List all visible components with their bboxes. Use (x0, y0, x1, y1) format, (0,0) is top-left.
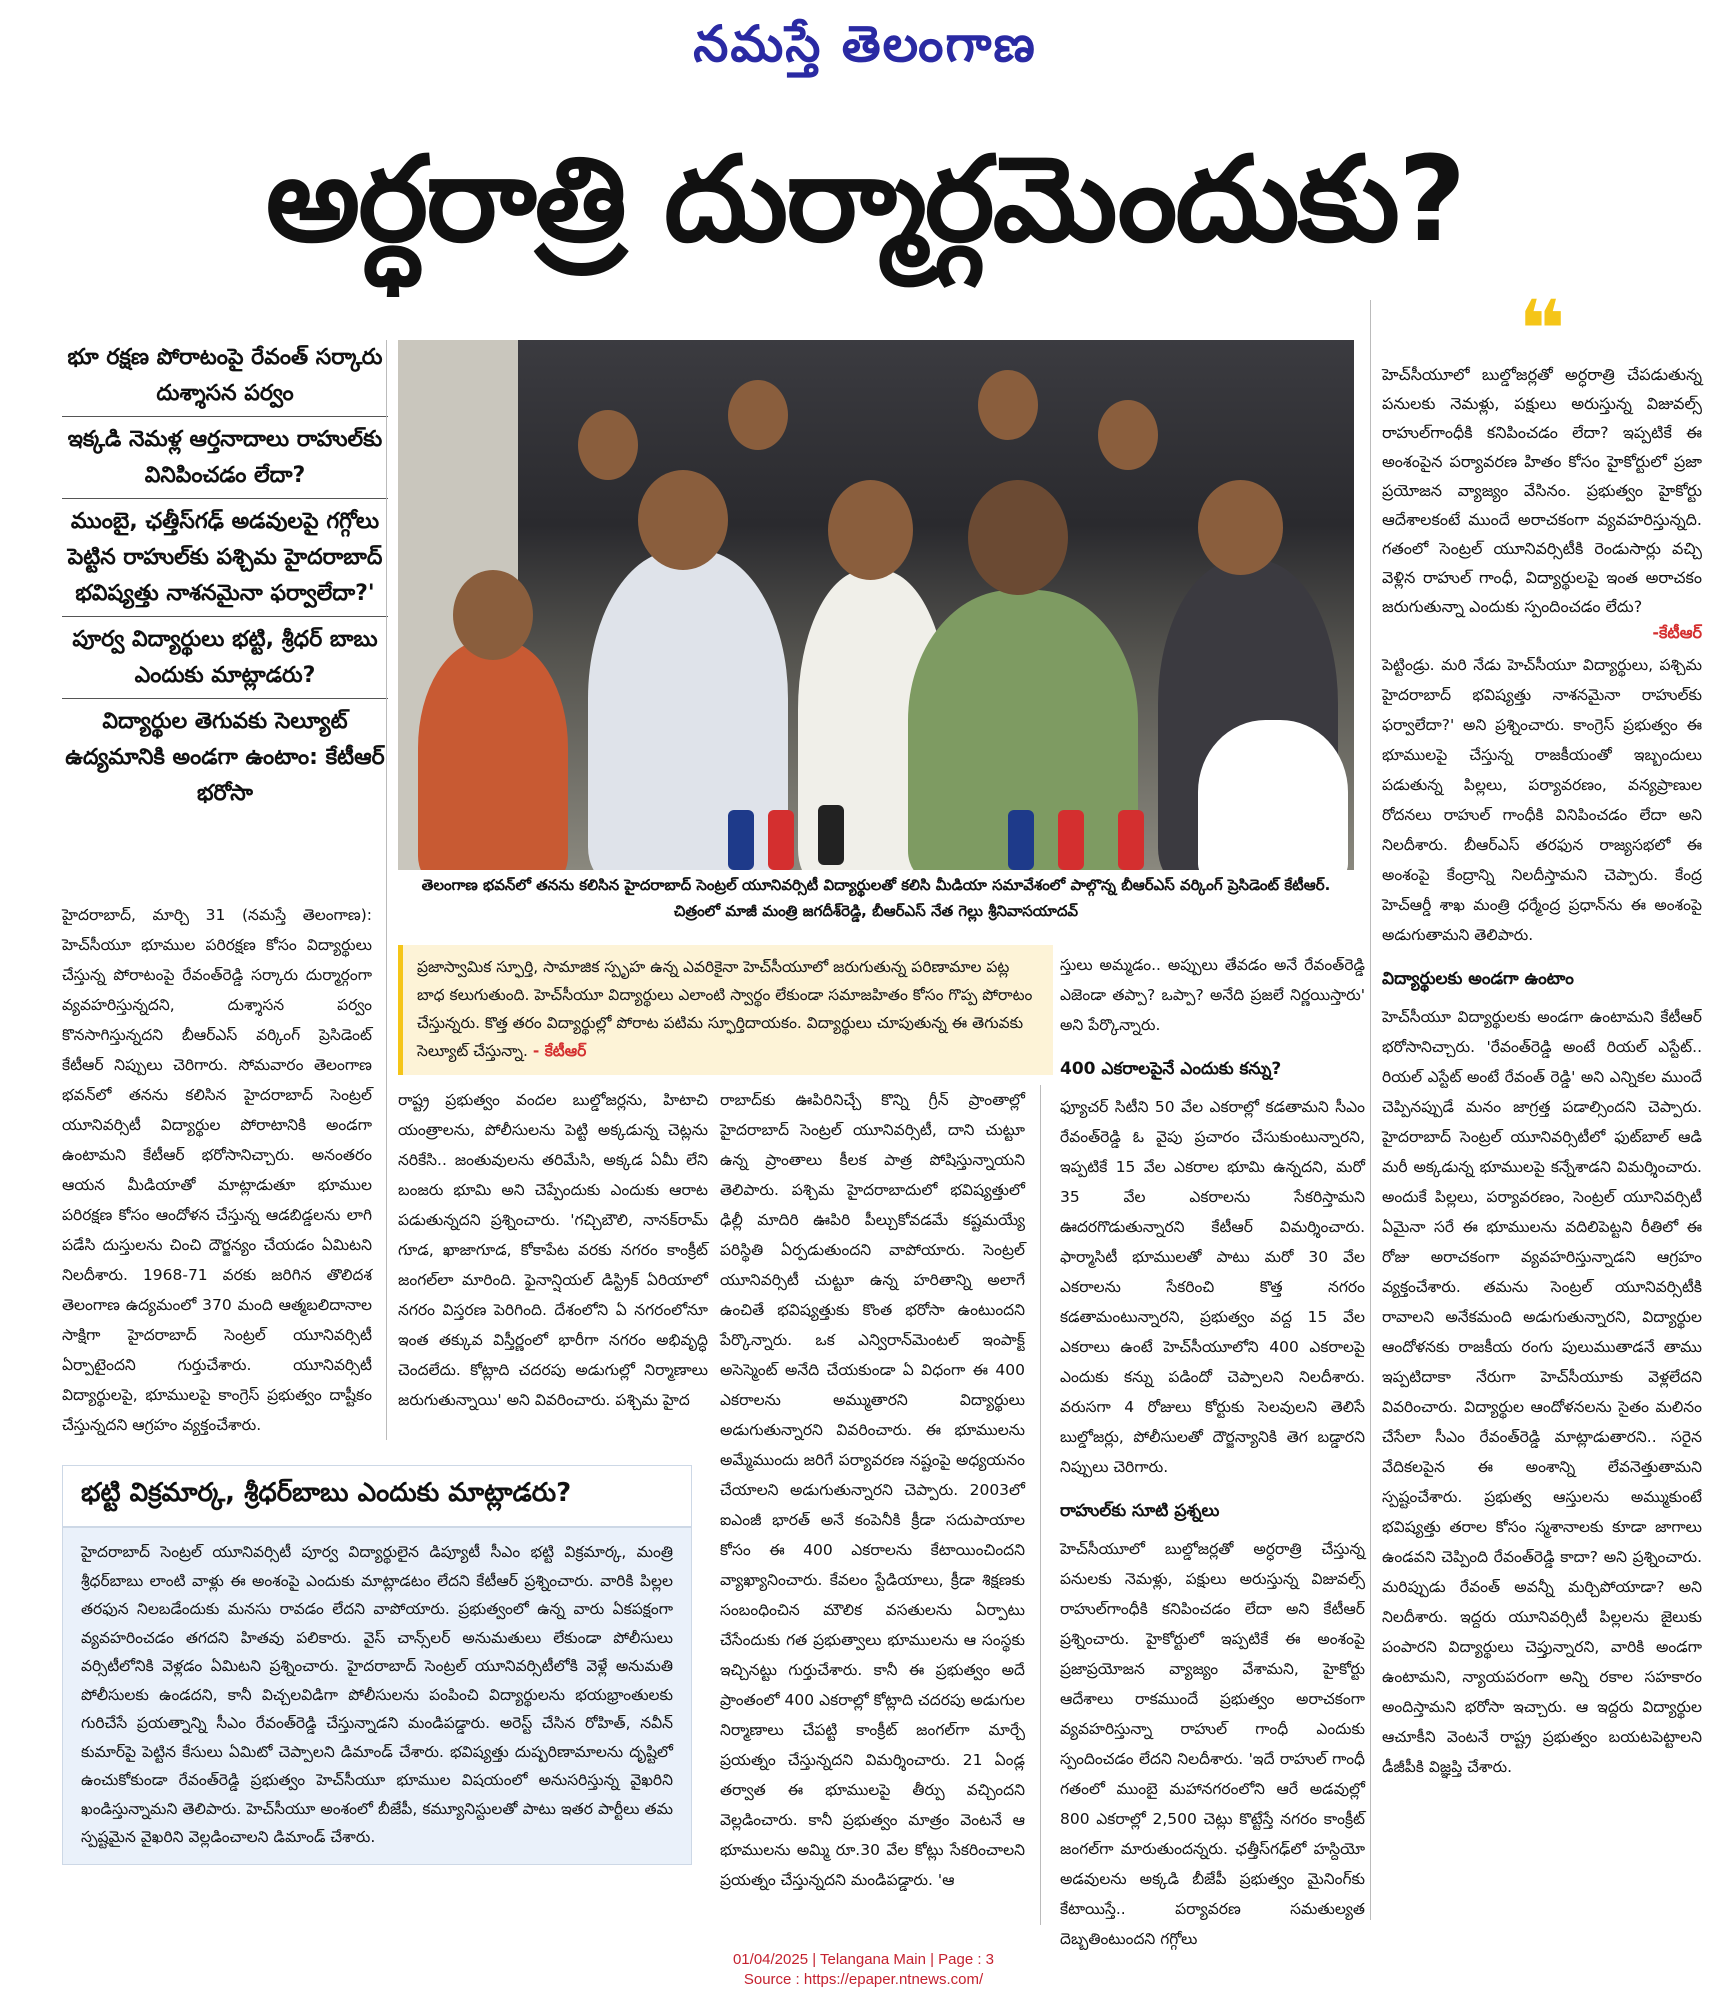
kicker-point: ముంబై, ఛత్తీస్‌గఢ్ అడవులపై గగ్గోలు పెట్టిన రాహుల్‌కు పశ్చిమ హైదరాబాద్ భవిష్యత్తు నాశనమైనా ఫర్వాలేదా?' (62, 504, 388, 617)
photo-head (828, 480, 913, 580)
highlight-quote-text: ప్రజాస్వామిక స్ఫూర్తి, సామాజిక స్పృహ ఉన్న ఎవరికైనా హెచ్‌సీయూలో జరుగుతున్న పరిణామాల పట్ల బాధ కలుగుతుంది. హెచ్‌సీయూ విద్యార్థులు ఎలాంటి స్వార్థం లేకుండా సమాజహితం కోసం గొప్ప పోరాటం చేస్తున్నరు. కొత్త తరం విద్యార్థుల్లో పోరాట పటిమ స్ఫూర్తిదాయకం. విద్యార్థులు చూపుతున్న ఈ తెగువకు సెల్యూట్ చేస్తున్నా. (417, 958, 1033, 1060)
article-paragraph: హెచ్‌సీయూలో బుల్డోజర్లతో అర్ధరాత్రి చేస్తున్న పనులకు నెమళ్లు, పక్షులు అరుస్తున్న విజువల్స్ రాహుల్‌గాంధీకి కనిపించడం లేదా అని కేటీఆర్ ప్రశ్నించారు. హైకోర్టులో ఇప్పటికే ఈ అంశంపై ప్రజాప్రయోజన వ్యాజ్యం వేశామని, హైకోర్టు ఆదేశాలు రాకముందే ప్రభుత్వం అరాచకంగా వ్యవహరిస్తున్నా రాహుల్ గాంధీ ఎందుకు స్పందించడం లేదని నిలదీశారు. 'ఇదే రాహుల్ గాంధీ గతంలో ముంబై మహానగరంలోని ఆరే అడవుల్లో 800 ఎకరాల్లో 2,500 చెట్లు కొట్టేస్తే నగరం కాంక్రీట్ జంగల్‌గా మారుతుందన్నరు. ఛత్తీస్‌గఢ్‌లో హస్దియో అడవులను అక్కడి బీజేపీ ప్రభుత్వం మైనింగ్‌కు కేటాయిస్తే.. పర్యావరణ సమతుల్యత దెబ్బతింటుందని గగ్గోలు (1060, 1540, 1365, 1948)
photo-head (578, 410, 638, 480)
section-heading: విద్యార్థులకు అండగా ఉంటాం (1382, 969, 1574, 989)
kicker-points (62, 340, 388, 821)
footer-edition: 01/04/2025 | Telangana Main | Page : 3 (732, 1951, 995, 1968)
section-heading: 400 ఎకరాలపైనే ఎందుకు కన్ను? (1060, 1059, 1282, 1079)
kicker-point: ఇక్కడి నెమళ్ల ఆర్తనాదాలు రాహుల్‌కు వినిపించడం లేదా? (62, 422, 388, 499)
photo-head (968, 480, 1068, 595)
photo-person (1198, 720, 1348, 870)
article-column-1 (62, 900, 372, 1440)
kicker-point: విద్యార్థుల తెగువకు సెల్యూట్ ఉద్యమానికి అండగా ఉంటాం: కేటీఆర్ భరోసా (65, 709, 385, 806)
article-paragraph: స్తులు అమ్మడం.. అప్పులు తేవడం అనే రేవంత్‌రెడ్డి ఎజెండా తప్పా? ఒప్పా? అనేది ప్రజలే నిర్ణయిస్తారు' అని పేర్కొన్నారు. (1060, 956, 1365, 1034)
photo-mic (1008, 810, 1034, 870)
photo-mic (768, 810, 794, 870)
article-column-3 (720, 1085, 1025, 1895)
article-paragraph: పెట్టిండ్రు. మరి నేడు హెచ్‌సీయూ విద్యార్థులు, పశ్చిమ హైదరాబాద్ భవిష్యత్తు నాశనమైనా రాహుల్‌కు ఫర్వాలేదా?' అని ప్రశ్నించారు. కాంగ్రెస్ ప్రభుత్వం ఈ భూములపై చేస్తున్న రాజకీయంతో ఇబ్బందులు పడుతున్న పిల్లలు, పర్యావరణం, వన్యప్రాణుల రోదనలు రాహుల్ గాంధీకి వినిపించడం లేదా అని నిలదీశారు. బీఆర్‌ఎస్ తరఫున రాజ్యసభలో ఈ అంశంపై కేంద్రాన్ని నిలదీస్తామని చెప్పారు. కేంద్ర హెచ్‌ఆర్డీ శాఖ మంత్రి ధర్మేంద్ర ప్రధాన్‌ను ఈ అంశంపై అడుగుతామని తెలిపారు. (1382, 656, 1702, 944)
photo-mic (1058, 810, 1084, 870)
sidebar-box (62, 1465, 692, 1865)
highlight-quote (398, 945, 1053, 1075)
article-paragraph: ఫ్యూచర్ సిటీని 50 వేల ఎకరాల్లో కడతామని సీఎం రేవంత్‌రెడ్డి ఓ వైపు ప్రచారం చేసుకుంటున్నారని, ఇప్పటికే 15 వేల ఎకరాల భూమి ఉన్నదని, మరో 35 వేల ఎకరాలను సేకరిస్తామని ఊదరగొడుతున్నారని కేటీఆర్ విమర్శించారు. ఫార్మాసిటీ భూములతో పాటు మరో 30 వేల ఎకరాలను సేకరించి కొత్త నగరం కడతామంటున్నారని, ప్రభుత్వం వద్ద 15 వేల ఎకరాలు ఉంటే హెచ్‌సీయూలోని 400 ఎకరాలపై ఎందుకు కన్ను పడిందో చెప్పాలని నిలదీశారు. వరుసగా 4 రోజులు కోర్టుకు సెలవులని తెలిసే బుల్డోజర్లు, పోలీసులతో దౌర్జన్యానికి తెగ బడ్డారని నిప్పులు చెరిగారు. (1060, 1098, 1365, 1476)
pull-quote-text: హెచ్‌సీయూలో బుల్డోజర్లతో అర్ధరాత్రి చేపడుతున్న పనులకు నెమళ్లు, పక్షులు అరుస్తున్న విజువల్స్ రాహుల్‌గాంధీకి కనిపించడం లేదా? ఇప్పటికే ఈ అంశంపైన పర్యావరణ హితం కోసం హైకోర్టులో ప్రజా ప్రయోజన వ్యాజ్యం వేసినం. ప్రభుత్వం హైకోర్టు ఆదేశాలకంటే ముందే అరాచకంగా వ్యవహరిస్తున్నది. గతంలో సెంట్రల్ యూనివర్సిటీకి రెండుసార్లు వచ్చి వెళ్లిన రాహుల్ గాంధీ, విద్యార్థులపై ఇంత అరాచకం జరుగుతున్నా ఎందుకు స్పందించడం లేదు? (1382, 365, 1702, 616)
photo-mic (1118, 810, 1144, 870)
pull-quote-byline: -కేటీఆర్ (1652, 623, 1702, 642)
article-paragraph: హెచ్‌సీయూ విద్యార్థులకు అండగా ఉంటామని కేటీఆర్ భరోసానిచ్చారు. 'రేవంత్‌రెడ్డి అంటే రియల్ ఎస్టేట్.. రియల్ ఎస్టేట్ అంటే రేవంత్ రెడ్డి' అని ఎన్నికల ముందే చెప్పినప్పుడే మనం జాగ్రత్త పడాల్సిందని చెప్పారు. హైదరాబాద్ సెంట్రల్ యూనివర్సిటీలో ఫుట్‌బాల్ ఆడి మరీ అక్కడున్న భూములపై కన్నేశాడని విమర్శించారు. అందుకే పిల్లలు, పర్యావరణం, సెంట్రల్ యూనివర్సిటీ ఏమైనా సరే ఈ భూములను వదిలిపెట్టని రీతిలో ఈ రోజు అరాచకంగా వ్యవహరిస్తున్నాడని ఆగ్రహం వ్యక్తంచేశారు. తమను సెంట్రల్ యూనివర్సిటీకి రావాలని అనేకమంది అడుగుతున్నారని, విద్యార్థుల ఆందోళనకు రాజకీయ రంగు పులుముతాడనే తాము ఇప్పటిదాకా నేరుగా హెచ్‌సీయూకు వెళ్లలేదని వివరించారు. విద్యార్థుల ఆందోళనలను సైతం మలినం చేసేలా సీఎం రేవంత్‌రెడ్డి మాట్లాడుతారని.. సరైన వేదికలపైన ఈ అంశాన్ని లేవనెత్తుతామని స్పష్టంచేశారు. ప్రభుత్వ ఆస్తులను అమ్ముకుంటే భవిష్యత్తు తరాల కోసం స్మశానాలకు కూడా జాగాలు ఉండవని చెప్పింది రేవంత్‌రెడ్డి కాదా? అని ప్రశ్నించారు. మరిప్పుడు రేవంత్ అవన్నీ మర్చిపోయాడా? అని నిలదీశారు. ఇద్దరు యూనివర్సిటీ పిల్లలను జైలుకు పంపారని విద్యార్థులు చెప్తున్నారని, వారికి అండగా ఉంటామని, న్యాయపరంగా అన్ని రకాల సహకారం అందిస్తామని భరోసా ఇచ్చారు. ఆ ఇద్దరు విద్యార్థుల ఆచూకీని వెంటనే రాష్ట్ర ప్రభుత్వం బయటపెట్టాలని డీజీపీకి విజ్ఞప్తి చేశారు. (1382, 1008, 1702, 1776)
column-divider (1370, 300, 1371, 1920)
footer-source: Source : https://epaper.ntnews.com/ (743, 1971, 984, 1988)
pull-quote (1382, 283, 1702, 646)
photo-head (728, 380, 788, 450)
article-paragraph: రాష్ట్ర ప్రభుత్వం వందల బుల్డోజర్లను, హిటాచి యంత్రాలను, పోలీసులను పెట్టి అక్కడున్న చెట్లను నరికేసి.. జంతువులను తరిమేసి, అక్కడ ఏమీ లేని బంజరు భూమి అని చెప్పేందుకు ఎందుకు ఆరాట పడుతున్నదని ప్రశ్నించారు. 'గచ్చిబౌలి, నానక్‌రామ్ గూడ, ఖాజాగూడ, కోకాపేట వరకు నగరం కాంక్రీట్ జంగల్‌లా మారింది. ఫైనాన్షియల్ డిస్ట్రిక్ ఏరియాలో నగరం విస్తరణ పెరిగింది. దేశంలోని ఏ నగరంలోనూ ఇంత తక్కువ విస్తీర్ణంలో భారీగా నగరం అభివృద్ధి చెందలేదు. కోట్లాది చదరపు అడుగుల్లో నిర్మాణాలు జరుగుతున్నాయి' అని వివరించారు. పశ్చిమ హైద (398, 1091, 708, 1409)
photo-caption: తెలంగాణ భవన్‌లో తనను కలిసిన హైదరాబాద్ సెంట్రల్ యూనివర్సిటీ విద్యార్థులతో కలిసి మీడియా సమావేశంలో పాల్గొన్న బీఆర్‌ఎస్ వర్కింగ్ ప్రెసిడెంట్ కేటీఆర్. చిత్రంలో మాజీ మంత్రి జగదీశ్‌రెడ్డి, బీఆర్‌ఎస్ నేత గెల్లు శ్రీనివాసయాదవ్ (421, 876, 1331, 920)
photo-head (978, 370, 1038, 440)
masthead-logo: నమస్తే తెలంగాణ (693, 14, 1037, 73)
quote-mark-icon: ❝ (1518, 283, 1566, 376)
photo-mic (728, 810, 754, 870)
page-headline: అర్ధరాత్రి దుర్మార్గమెందుకు? (265, 130, 1465, 268)
article-column-5 (1382, 650, 1702, 1782)
photo-mic (818, 805, 844, 865)
photo-person (588, 550, 788, 870)
article-paragraph: రాబాద్‌కు ఊపిరినిచ్చే కొన్ని గ్రీన్ ప్రాంతాల్లో హైదరాబాద్ సెంట్రల్ యూనివర్సిటీ, దాని చుట్టూ ఉన్న ప్రాంతాలు కీలక పాత్ర పోషిస్తున్నాయని తెలిపారు. పశ్చిమ హైదరాబాదులో భవిష్యత్తులో ఢిల్లీ మాదిరి ఊపిరి పీల్చుకోవడమే కష్టమయ్యే పరిస్థితి ఏర్పడుతుందని వాపోయారు. సెంట్రల్ యూనివర్సిటీ చుట్టూ ఉన్న హరితాన్ని అలాగే ఉంచితే భవిష్యత్తుకు కొంత భరోసా ఉంటుందని పేర్కొన్నారు. ఒక ఎన్విరాన్‌మెంటల్ ఇంపాక్ట్ అసెస్మెంట్ అనేది చేయకుండా ఏ విధంగా ఈ 400 ఎకరాలను అమ్ముతారని విద్యార్థులు అడుగుతున్నారని వివరించారు. ఈ భూములను అమ్మేముందు జరిగే పర్యావరణ నష్టంపై అధ్యయనం చేయాలని అడుగుతున్నారని చెప్పారు. 2003లో ఐఎంజీ భారత్ అనే కంపెనీకి క్రీడా సదుపాయాల కోసం ఈ 400 ఎకరాలను కేటాయించిందని వ్యాఖ్యానించారు. కేవలం స్టేడియాలు, క్రీడా శిక్షణకు సంబంధించిన మౌలిక వసతులను ఏర్పాటు చేసేందుకు గత ప్రభుత్వాలు భూములను ఆ సంస్థకు ఇచ్చినట్టు గుర్తుచేశారు. కానీ ఈ ప్రభుత్వం అదే ప్రాంతంలో 400 ఎకరాల్లో కోట్లాది చదరపు అడుగుల నిర్మాణాలు చేపట్టి కాంక్రీట్ జంగల్‌గా మార్చే ప్రయత్నం చేస్తున్నదని విమర్శించారు. 21 ఏండ్ల తర్వాత ఈ భూములపై తీర్పు వచ్చిందని వెల్లడించారు. కానీ ప్రభుత్వం మాత్రం వెంటనే ఆ భూములను అమ్మి రూ.30 వేల కోట్లు సేకరించాలని ప్రయత్నం చేస్తున్నదని మండిపడ్డారు. 'ఆ (720, 1091, 1025, 1889)
press-meet-photo (398, 340, 1354, 870)
kicker-point: పూర్వ విద్యార్థులు భట్టి, శ్రీధర్ బాబు ఎందుకు మాట్లాడరు? (62, 622, 388, 699)
column-divider (1040, 1085, 1041, 1925)
column-divider (386, 340, 387, 1440)
sidebar-box-text: హైదరాబాద్ సెంట్రల్ యూనివర్సిటీ పూర్వ విద్యార్థులైన డిప్యూటీ సీఎం భట్టి విక్రమార్క, మంత్రి శ్రీధర్‌బాబు లాంటి వాళ్లు ఈ అంశంపై ఎందుకు మాట్లాడటం లేదని కేటీఆర్ ప్రశ్నించారు. వారికి పిల్లల తరఫున నిలబడేందుకు మనసు రావడం లేదని వాపోయారు. ప్రభుత్వంలో ఉన్న వారు ఏకపక్షంగా వ్యవహరించడం తగదని హితవు పలికారు. వైస్ చాన్స్‌లర్ అనుమతులు లేకుండా పోలీసులు వర్సిటీలోనికి వెళ్లడం ఏమిటని ప్రశ్నించారు. హైదరాబాద్ సెంట్రల్ యూనివర్సిటీలోకి వెళ్లే అనుమతి పోలీసులకు ఉండదని, కానీ విచ్చలవిడిగా పోలీసులను పంపించి విద్యార్థులను భయభ్రాంతులకు గురిచేసే ప్రయత్నాన్ని సీఎం రేవంత్‌రెడ్డి చేస్తున్నాడని మండిపడ్డారు. అరెస్ట్ చేసిన రోహిత్, నవీన్ కుమార్‌పై పెట్టిన కేసులు ఏమిటో చెప్పాలని డిమాండ్ చేశారు. భవిష్యత్తు దుష్పరిణామాలను దృష్టిలో ఉంచుకోకుండా రేవంత్‌రెడ్డి ప్రభుత్వం హెచ్‌సీయూ భూముల విషయంలో అనుసరిస్తున్న వైఖరిని ఖండిస్తున్నామని తెలిపారు. హెచ్‌సీయూ అంశంలో బీజేపీ, కమ్యూనిస్టులతో పాటు ఇతర పార్టీలు తమ స్పష్టమైన వైఖరిని వెల్లడించాలని డిమాండ్ చేశారు. (81, 1543, 673, 1846)
kicker-point: భూ రక్షణ పోరాటంపై రేవంత్ సర్కారు దుశ్శాసన పర్వం (62, 340, 388, 417)
section-heading: రాహుల్‌కు సూటి ప్రశ్నలు (1060, 1501, 1220, 1521)
article-column-2 (398, 1085, 708, 1415)
page-footer (0, 1950, 1727, 1990)
photo-head (638, 470, 728, 570)
sidebar-box-title: భట్టి విక్రమార్క, శ్రీధర్‌బాబు ఎందుకు మాట్లాడరు? (63, 1466, 691, 1528)
article-column-4 (1060, 950, 1365, 1954)
photo-person (418, 640, 568, 870)
photo-head (1198, 480, 1283, 575)
highlight-quote-byline: - కేటీఆర్ (532, 1042, 587, 1060)
article-paragraph: హైదరాబాద్, మార్చి 31 (నమస్తే తెలంగాణ): హెచ్‌సీయూ భూముల పరిరక్షణ కోసం విద్యార్థులు చేస్తున్న పోరాటంపై రేవంత్‌రెడ్డి సర్కారు దుర్మార్గంగా వ్యవహరిస్తున్నదని, దుశ్శాసన పర్వం కొనసాగిస్తున్నదని బీఆర్‌ఎస్ వర్కింగ్ ప్రెసిడెంట్ కేటీఆర్ నిప్పులు చెరిగారు. సోమవారం తెలంగాణ భవన్‌లో తనను కలిసిన హైదరాబాద్ సెంట్రల్ యూనివర్సిటీ విద్యార్థుల పోరాటానికి అండగా ఉంటామని కేటీఆర్ భరోసానిచ్చారు. అనంతరం ఆయన మీడియాతో మాట్లాడుతూ భూముల పరిరక్షణ కోసం ఆందోళన చేస్తున్న ఆడబిడ్డలను లాగి పడేసి దుస్తులను చించి దౌర్జన్యం చేయడం ఏమిటని నిలదీశారు. 1968-71 వరకు జరిగిన తొలిదశ తెలంగాణ ఉద్యమంలో 370 మంది ఆత్మబలిదానాల సాక్షిగా హైదరాబాద్ సెంట్రల్ యూనివర్సిటీ ఏర్పాటైందని గుర్తుచేశారు. యూనివర్సిటీ విద్యార్థులపై, భూములపై కాంగ్రెస్ ప్రభుత్వం దాష్టీకం చేస్తున్నదని ఆగ్రహం వ్యక్తంచేశారు. (62, 906, 372, 1434)
photo-head (453, 570, 533, 660)
photo-head (1098, 400, 1158, 470)
